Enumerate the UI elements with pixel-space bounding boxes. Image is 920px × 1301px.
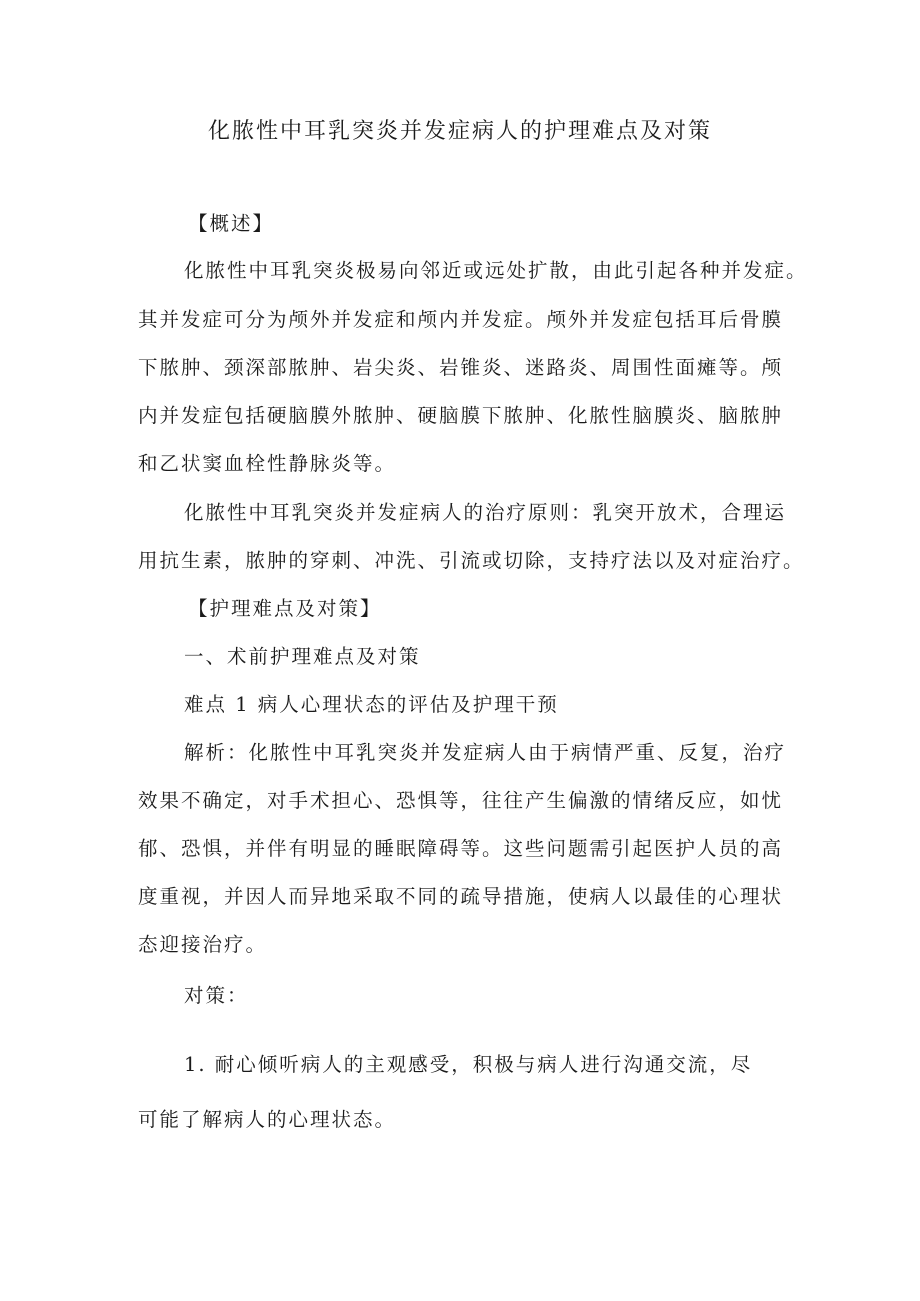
subsection-heading: 一、术前护理难点及对策: [184, 645, 421, 668]
text-line: 和乙状窦血栓性静脉炎等。: [138, 452, 397, 475]
text-line: 郁、恐惧，并伴有明显的睡眠障碍等。这些问题需引起医护人员的高: [138, 837, 784, 860]
text-line: 可能了解病人的心理状态。: [138, 1108, 397, 1131]
text-line: 1. 耐心倾听病人的主观感受，积极与病人进行沟通交流，尽: [184, 1053, 753, 1076]
text-line: 度重视，并因人而异地采取不同的疏导措施，使病人以最佳的心理状: [138, 885, 784, 908]
section-heading-overview: 【概述】: [188, 212, 275, 235]
document-title: 化脓性中耳乳突炎并发症病人的护理难点及对策: [207, 119, 712, 144]
text-line: 化脓性中耳乳突炎极易向邻近或远处扩散，由此引起各种并发症。: [184, 259, 808, 282]
text-line: 下脓肿、颈深部脓肿、岩尖炎、岩锥炎、迷路炎、周围性面瘫等。颅: [138, 356, 784, 379]
text-line: 效果不确定，对手术担心、恐惧等，往往产生偏激的情绪反应，如忧: [138, 789, 784, 812]
text-line: 态迎接治疗。: [138, 933, 268, 956]
difficulty-heading: 难点 1 病人心理状态的评估及护理干预: [184, 693, 559, 716]
text-line: 内并发症包括硬脑膜外脓肿、硬脑膜下脓肿、化脓性脑膜炎、脑脓肿: [138, 404, 784, 427]
text-line: 用抗生素，脓肿的穿刺、冲洗、引流或切除，支持疗法以及对症治疗。: [138, 549, 805, 572]
countermeasure-label: 对策：: [184, 984, 249, 1007]
text-line: 化脓性中耳乳突炎并发症病人的治疗原则：乳突开放术，合理运: [184, 501, 787, 524]
section-heading-nursing: 【护理难点及对策】: [188, 597, 382, 620]
text-line: 其并发症可分为颅外并发症和颅内并发症。颅外并发症包括耳后骨膜: [138, 308, 784, 331]
text-line: 解析：化脓性中耳乳突炎并发症病人由于病情严重、反复，治疗: [184, 741, 787, 764]
